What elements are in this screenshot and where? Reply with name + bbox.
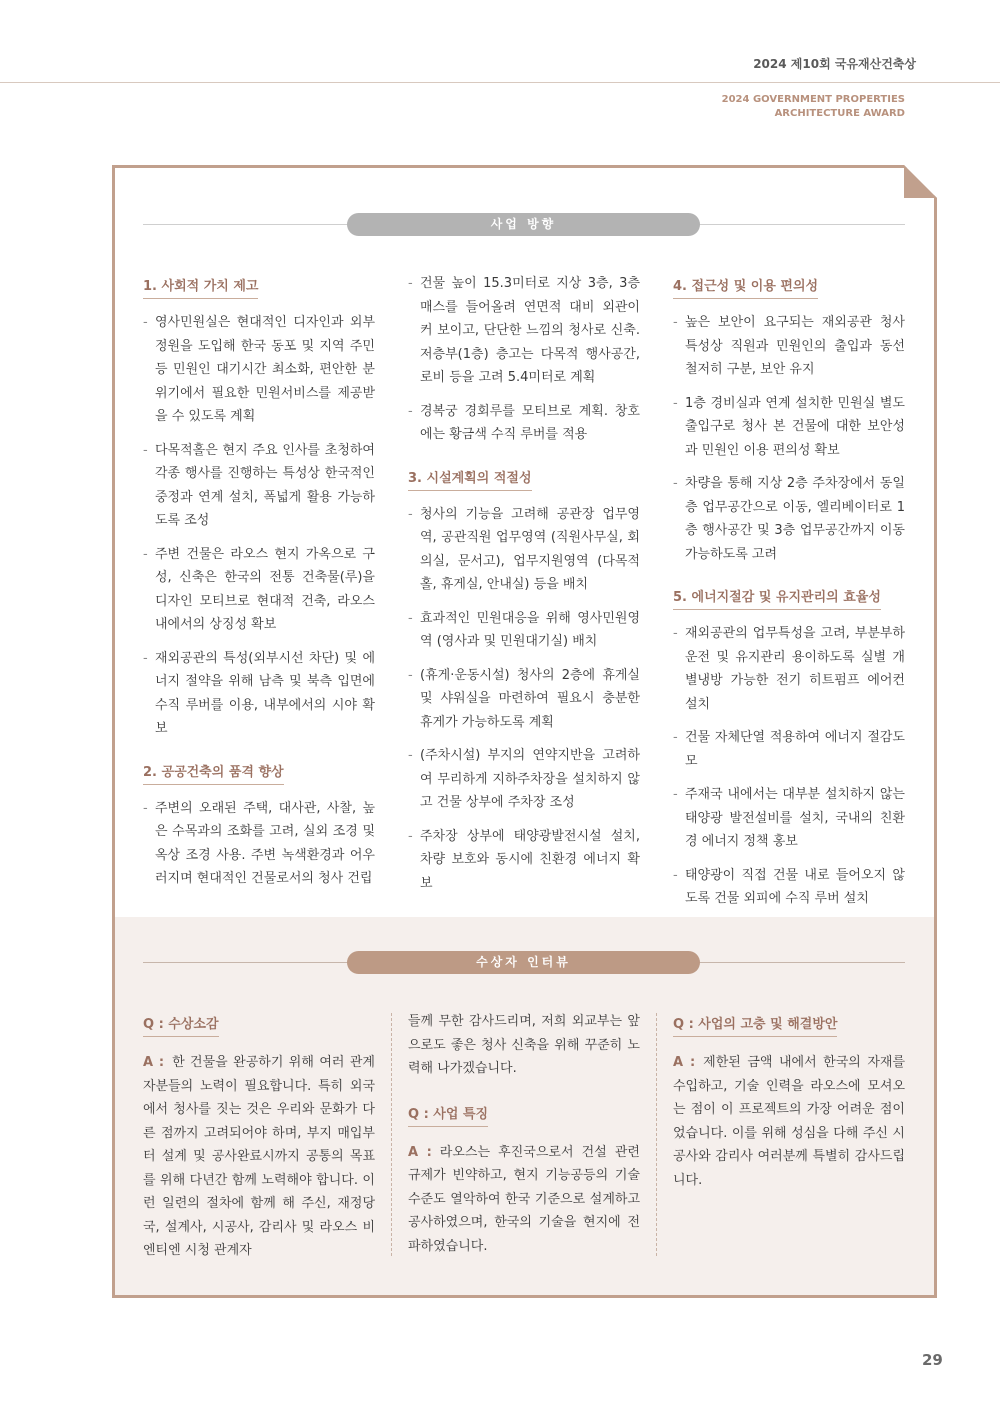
heading-energy-efficiency: 5. 에너지절감 및 유지관리의 효율성 — [673, 586, 881, 610]
page-number: 29 — [922, 1351, 943, 1369]
list-item: - 영사민원실은 현대적인 디자인과 외부정원을 도입해 한국 동포 및 지역 주민 등 민원인 대기시간 최소화, 편안한 분위기에서 필요한 민원서비스를 제공받을 수 있도록 계획 — [143, 311, 375, 429]
heading-accessibility: 4. 접근성 및 이용 편의성 — [673, 275, 818, 299]
column-divider — [391, 1013, 392, 1256]
question-difficulties: Q : 사업의 고충 및 해결방안 — [673, 1013, 837, 1037]
folded-corner-icon — [904, 165, 937, 198]
list-item: - 주변 건물은 라오스 현지 가옥으로 구성, 신축은 한국의 전통 건축물(루)을 디자인 모티브로 현대적 건축, 라오스 내에서의 상징성 확보 — [143, 543, 375, 637]
interview-column-2 — [408, 1010, 640, 1258]
answer-mark: A : — [673, 1055, 696, 1070]
answer-text: 라오스는 후진국으로서 건설 관련 규제가 빈약하고, 현지 기능공등의 기술 수준도 열악하여 한국 기준으로 설계하고 공사하였으며, 한국의 기술을 현지에 전파하였습니다. — [408, 1144, 640, 1254]
list-item: - 재외공관의 업무특성을 고려, 부분부하 운전 및 유지관리 용이하도록 실별 개별냉방 가능한 전기 히트펌프 에어컨 설치 — [673, 622, 905, 716]
column-divider — [656, 1013, 657, 1256]
heading-social-value: 1. 사회적 가치 제고 — [143, 275, 258, 299]
heading-public-architecture: 2. 공공건축의 품격 향상 — [143, 761, 284, 785]
answer-mark: A : — [143, 1055, 165, 1070]
question-impression: Q : 수상소감 — [143, 1013, 219, 1037]
direction-column-2 — [408, 272, 640, 905]
list-item: - 청사의 기능을 고려해 공관장 업무영역, 공관직원 업무영역 (직원사무실, 회의실, 문서고), 업무지원영역 (다목적홀, 휴게실, 안내실) 등을 배치 — [408, 503, 640, 597]
accessibility-list — [673, 311, 905, 566]
publication-title: 2024 제10회 국유재산건축상 — [753, 57, 916, 71]
question-features: Q : 사업 특징 — [408, 1103, 488, 1127]
list-item: - 효과적인 민원대응을 위해 영사민원영역 (영사과 및 민원대기실) 배치 — [408, 607, 640, 654]
list-item: - 태양광이 직접 건물 내로 들어오지 않도록 건물 외피에 수직 루버 설치 — [673, 864, 905, 911]
answer-impression-cont: 들께 무한 감사드리며, 저희 외교부는 앞으로도 좋은 청사 신축을 위해 꾸준히 노력해 나가겠습니다. — [408, 1014, 640, 1076]
list-item: - 주변의 오래된 주택, 대사관, 사찰, 높은 수목과의 조화를 고려, 실외 조경 및 옥상 조경 사용. 주변 녹색환경과 어우러지며 현대적인 건물로서의 청사 건립 — [143, 797, 375, 891]
list-item: - 다목적홀은 현지 주요 인사를 초청하여 각종 행사를 진행하는 특성상 한국적인 중정과 연계 설치, 폭넓게 활용 가능하도록 조성 — [143, 439, 375, 533]
list-item: - 건물 자체단열 적용하여 에너지 절감도모 — [673, 726, 905, 773]
publication-subtitle — [722, 93, 905, 121]
header-divider — [0, 82, 1000, 83]
answer-text: 한 건물을 완공하기 위해 여러 관계자분들의 노력이 필요합니다. 특히 외국에서 청사를 짓는 것은 우리와 문화가 다른 점까지 고려되어야 하며, 부지 매입부터 설계 및 공사완료시까지 공통의 목표를 위해 다년간 함께 노력해야 합니다. 이런 일련의 절차에 함께 해 주신, 재정당국, 설계사, 시공사, 감리사 및 라오스 비엔티엔 시청 관계자 — [143, 1055, 375, 1258]
list-item: - 주재국 내에서는 대부분 설치하지 않는 태양광 발전설비를 설치, 국내의 친환경 에너지 정책 홍보 — [673, 783, 905, 854]
public-architecture-list — [143, 797, 375, 891]
list-item: - 차량을 통해 지상 2층 주차장에서 동일층 업무공간으로 이동, 엘리베이터로 1층 행사공간 및 3층 업무공간까지 이동 가능하도록 고려 — [673, 472, 905, 566]
list-item: - 건물 높이 15.3미터로 지상 3층, 3층 매스를 들어올려 연면적 대비 외관이 커 보이고, 단단한 느낌의 청사로 신축. 저층부(1층) 층고는 다목적 행사공간, 로비 등을 고려 5.4미터로 계획 — [408, 272, 640, 390]
subtitle-line-1: 2024 GOVERNMENT PROPERTIES — [721, 94, 905, 105]
list-item: - 경복궁 경회루를 모티브로 계획. 창호에는 황금색 수직 루버를 적용 — [408, 400, 640, 447]
facility-plan-list — [408, 503, 640, 896]
interview-section-label: 수상자 인터뷰 — [347, 951, 700, 974]
answer-mark: A : — [408, 1144, 432, 1160]
answer-text: 제한된 금액 내에서 한국의 자재를 수입하고, 기술 인력을 라오스에 모셔오는 점이 이 프로젝트의 가장 어려운 점이었습니다. 이를 위해 성심을 다해 주신 시공사와 감리사 여러분께 특별히 감사드립니다. — [673, 1055, 906, 1188]
list-item: - 재외공관의 특성(외부시선 차단) 및 에너지 절약을 위해 남측 및 북측 입면에 수직 루버를 이용, 내부에서의 시야 확보 — [143, 647, 375, 741]
public-architecture-list-cont — [408, 272, 640, 447]
direction-column-1 — [143, 275, 375, 901]
answer-impression — [143, 1051, 375, 1263]
list-item: - 주차장 상부에 태양광발전시설 설치, 차량 보호와 동시에 친환경 에너지 확보 — [408, 825, 640, 896]
interview-column-1 — [143, 1013, 375, 1263]
social-value-list — [143, 311, 375, 741]
direction-section-label: 사업 방향 — [347, 213, 700, 236]
direction-column-3 — [673, 275, 905, 921]
subtitle-line-2: ARCHITECTURE AWARD — [774, 108, 905, 119]
heading-facility-plan: 3. 시설계획의 적절성 — [408, 467, 532, 491]
list-item: - (휴게·운동시설) 청사의 2층에 휴게실 및 샤워실을 마련하여 필요시 충분한 휴게가 가능하도록 계획 — [408, 664, 640, 735]
list-item: - 높은 보안이 요구되는 재외공관 청사 특성상 직원과 민원인의 출입과 동선 철저히 구분, 보안 유지 — [673, 311, 905, 382]
energy-efficiency-list — [673, 622, 905, 911]
list-item: - 1층 경비실과 연계 설치한 민원실 별도 출입구로 청사 본 건물에 대한 보안성과 민원인 이용 편의성 확보 — [673, 392, 905, 463]
answer-difficulties — [673, 1051, 905, 1192]
answer-features — [408, 1141, 640, 1259]
interview-column-3 — [673, 1013, 905, 1192]
list-item: - (주차시설) 부지의 연약지반을 고려하여 무리하게 지하주차장을 설치하지 않고 건물 상부에 주차장 조성 — [408, 744, 640, 815]
